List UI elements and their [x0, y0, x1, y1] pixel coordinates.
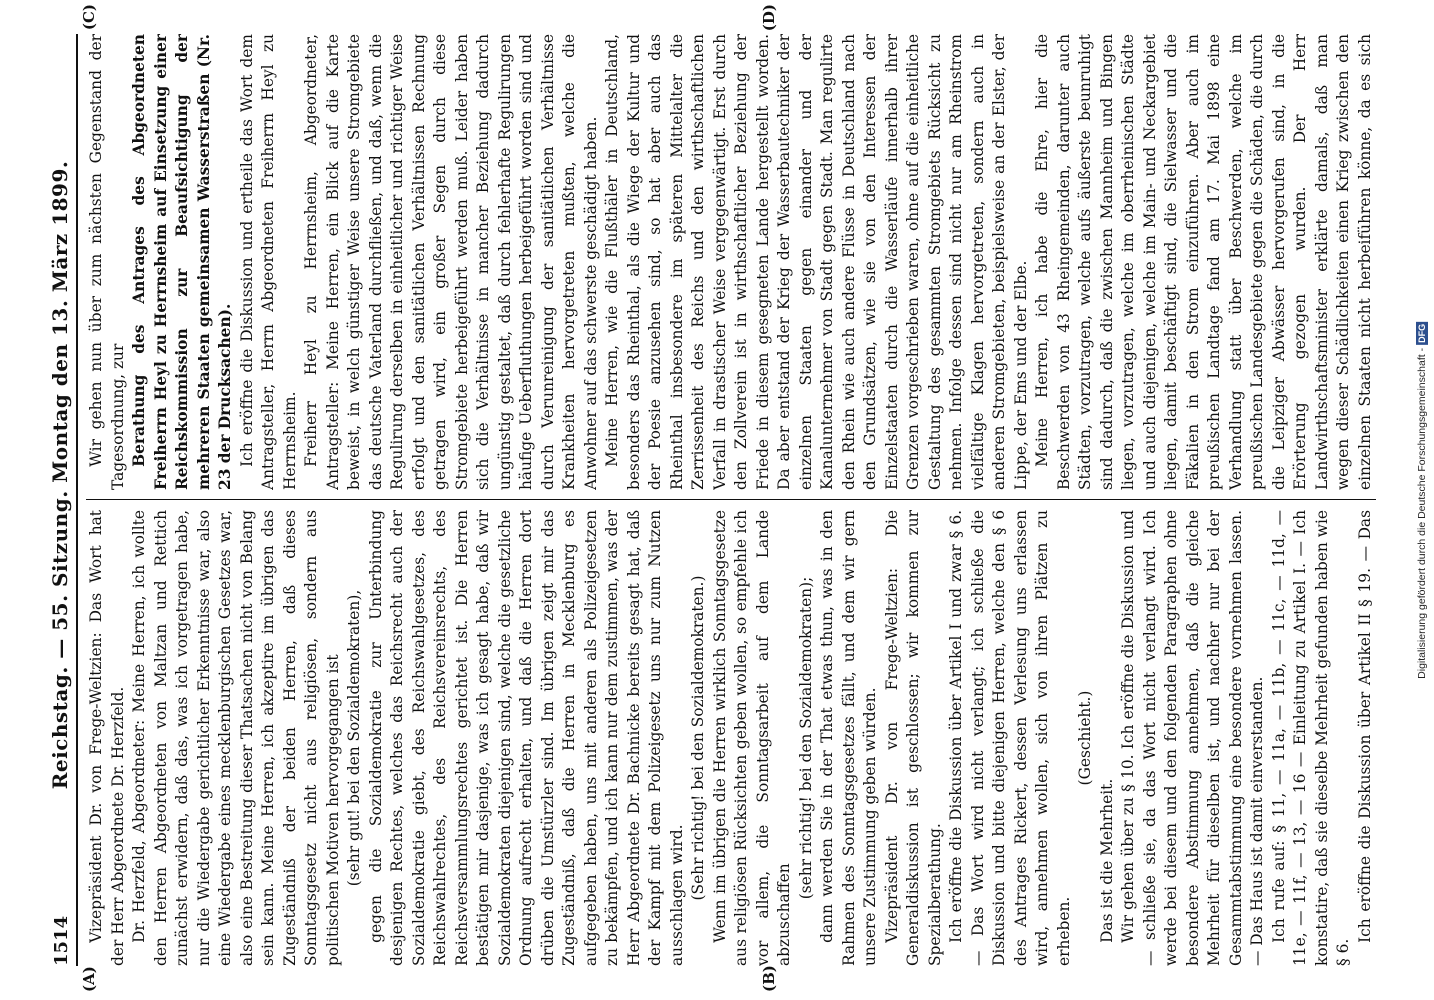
paragraph: dann werden Sie in der That etwas thun, was in den Rahmen des Sonntagsgesetzes fällt, und dem wir gern unsere Zustimmung geben würden. — [818, 510, 879, 966]
paragraph: Berathung des Antrages des Abgeordneten Freiherrn Heyl zu Herrnsheim auf Einsetzung einer Reichskommission zur Beaufsichtigung der mehreren Staaten gemeinsamen Wasserstraßen (Nr. 23 der Drucksachen). — [130, 34, 234, 490]
paragraph: Das ist die Mehrheit. — [1097, 778, 1116, 943]
running-head: Reichstag. — 55. Sitzung. Montag den 13. März 1899. — [48, 160, 72, 790]
margin-marker-d: (D) — [760, 4, 778, 32]
digitization-text: Digitalisierung gefördert durch die Deutsche Forschungsgemeinschaft - — [1416, 347, 1428, 679]
paragraph: Vizepräsident Dr. von Frege-Weltzien: Das Wort hat der Herr Abgeordnete Dr. Herzfeld. — [87, 510, 127, 966]
paragraph: Wenn im übrigen die Herren wirklich Sonntagsgesetze aus religiösen Rücksichten geben wollen, so empfehle ich vor allem, die Sonntagsarbeit auf dem Lande abzuschaffen — [710, 510, 793, 966]
paragraph: (Geschieht.) — [1076, 690, 1094, 786]
page-header — [48, 34, 78, 966]
text-columns — [86, 34, 1376, 966]
paragraph: Meine Herren, wie die Flußthäler in Deutschland, besonders das Rheinthal, als die Wiege der Kultur und der Poesie anzusehen sind, so hat aber auch das Rheinthal insbesondere im späteren Mittelalter die Zerrissenheit des Reichs und den wirthschaftlichen Verfall in drastischer Weise vergegenwärtigt. Erst durch den Zollverein ist in wirthschaftlicher Beziehung der Friede in diesem gesegneten Lande hergestellt worden. Da aber entstand der Krieg der Wasserbautechniker der einzelnen Staaten gegen einander und der Kanalunternehmer von Stadt gegen Stadt. Man regulirte den Rhein wie auch andere Flüsse in Deutschland nach den Grundsätzen, wie sie von den Interessen der Einzelstaaten durch die Wasserläufe innerhalb ihrer Grenzen vorgeschrieben waren, ohne auf die einheitliche Gestaltung des gesammten Stromgebiets Rücksicht zu nehmen. Infolge dessen sind nicht nur am Rheinstrom vielfältige Klagen hervorgetreten, sondern auch in anderen Stromgebieten, beispielsweise an der Elster, der Lippe, der Ems und der Elbe. — [603, 34, 1030, 490]
paragraph: Ich eröffne die Diskussion über Artikel I und zwar § 6. — Das Wort wird nicht verlangt; ich schließe die Diskussion und bitte diejenigen Herren, welche den § 6 des Antrages Rickert, dessen Verlesung uns erlassen wird, annehmen wollen, sich von ihren Plätzen zu erheben. — [947, 510, 1073, 966]
paragraph: Wir gehen nun über zum nächsten Gegenstand der Tagesordnung, zur — [87, 34, 127, 490]
margin-marker-b: (B) — [760, 965, 778, 992]
paragraph: Ich eröffne die Diskussion über Artikel II § 19. — Das — [1355, 510, 1374, 943]
paragraph: (sehr gut! bei den Sozialdemokraten), — [345, 589, 363, 887]
paragraph: Ich rufe auf: § 11, — 11a, — 11b, — 11c, — 11d, — 11e, — 11f, — 13, — 16 — Einleitung zu Artikel I. — Ich konstatire, daß sie dieselbe Mehrheit gefunden haben wie § 6. — [1269, 510, 1352, 966]
paragraph: Dr. Herzfeld, Abgeordneter: Meine Herren, ich wollte den Herren Abgeordneten von Maltzan und Rettich zunächst erwidern, daß das, was ich vorgetragen habe, nur die Wiedergabe gerichtlicher Erkenntnisse war, also eine Wiedergabe eines mecklenburgischen Gesetzes war, also eine Bestreitung dieser Thatsachen nicht von Belang sein kann. Meine Herren, ich akzeptire im übrigen das Zugeständniß der beiden Herren, daß dieses Sonntagsgesetz nicht aus religiösen, sondern aus politischen Motiven hervorgegangen ist — [130, 510, 342, 966]
paragraph: gegen die Sozialdemokratie zur Unterbindung desjenigen Rechtes, welches das Reichsrecht auch der Sozialdemokratie giebt, des Reichswahlgesetzes, des Reichswahlrechtes, des Reichsvereinsrechts, des Reichsversammlungsrechtes gerichtet ist. Die Herren bestätigen mir dasjenige, was ich gesagt habe, daß wir Sozialdemokraten diejenigen sind, welche die gesetzliche Ordnung aufrecht erhalten, und daß die Herren dort drüben die Umstürzler sind. Im übrigen zeigt mir das Zugeständniß, daß die Herren in Mecklenburg es aufgegeben haben, uns mit anderen als Polizeigesetzen zu bekämpfen, und ich kann nur dem zustimmen, was der Herr Abgeordnete Dr. Bachnicke bereits gesagt hat, daß der Kampf mit dem Polizeigesetz uns nur zum Nutzen ausschlagen wird. — [366, 510, 686, 966]
paragraph: Vizepräsident Dr. von Frege-Weltzien: Die Generaldiskussion ist geschlossen; wir kommen zur Spezialberathung. — [882, 510, 944, 966]
margin-marker-c: (C) — [80, 4, 98, 31]
margin-marker-a: (A) — [80, 966, 98, 992]
paragraph: Wir gehen über zu § 10. Ich eröffne die Diskussion und — schließe sie, da das Wort nicht verlangt wird. Ich werde bei diesem und den folgenden Paragraphen ohne besondere Abstimmung annehmen, daß die gleiche Mehrheit für dieselben ist, und nachher nur bei der Gesammtabstimmung eine besondere vornehmen lassen. — Das Haus ist damit einverstanden. — [1119, 510, 1266, 966]
paragraph: Meine Herren, ich habe die Ehre, hier die Beschwerden von 43 Rheingemeinden, darunter auch Städten, vorzutragen, welche aufs äußerste beunruhigt sind dadurch, daß die zwischen Mannheim und Bingen liegen, vorzutragen, welche im oberrheinischen Städte und auch diejenigen, welche im Main- und Neckargebiet liegen, damit beschäftigt sind, die Sielwasser und die Fäkalien in den Strom einzuführen. Aber auch im preußischen Landtage fand am 17. Mai 1898 eine Verhandlung statt über Beschwerden, welche im preußischen Landesgebiete gegen die Schäden, die durch die Leipziger Abwässer hervorgerufen sind, in die Erörterung gezogen wurden. Der Herr Landwirthschaftsminister erklärte damals, daß man wegen dieser Schädlichkeiten einen Krieg zwischen den einzelnen Staaten nicht herbeiführen könne, da es sich — [1033, 34, 1374, 490]
paragraph: Freiherr Heyl zu Herrnsheim, Abgeordneter, Antragsteller: Meine Herren, ein Blick auf die Karte beweist, in welch günstiger Weise unsere Stromgebiete das deutsche Vaterland durchfließen, und daß, wenn die Regulirung derselben in einheitlicher und richtiger Weise erfolgt und den sanitätlichen Verhältnissen Rechnung getragen wird, ein großer Segen durch diese Stromgebiete herbeigeführt werden muß. Leider haben sich die Verhältnisse in mancher Beziehung dadurch ungünstig gestaltet, daß durch fehlerhafte Regulirungen häufige Ueberfluthungen herbeigeführt worden sind und durch Verunreinigung der sanitätlichen Verhältnisse Krankheiten hervorgetreten mußten, welche die Anwohner auf das schwerste geschädigt haben. — [302, 34, 600, 490]
page-number: 1514 — [51, 915, 72, 966]
right-column — [86, 34, 1376, 490]
left-column — [86, 510, 1376, 966]
paragraph: (Sehr richtig! bei den Sozialdemokraten.) — [689, 575, 707, 901]
digitization-note — [1410, 0, 1434, 1000]
paragraph: (sehr richtig! bei den Sozialdemokraten); — [796, 576, 815, 900]
dfg-logo: DFG — [1417, 323, 1427, 343]
paragraph: Ich eröffne die Diskussion und ertheile das Wort dem Antragsteller, Herrn Abgeordneten Freiherrn Heyl zu Herrnsheim. — [237, 34, 299, 490]
